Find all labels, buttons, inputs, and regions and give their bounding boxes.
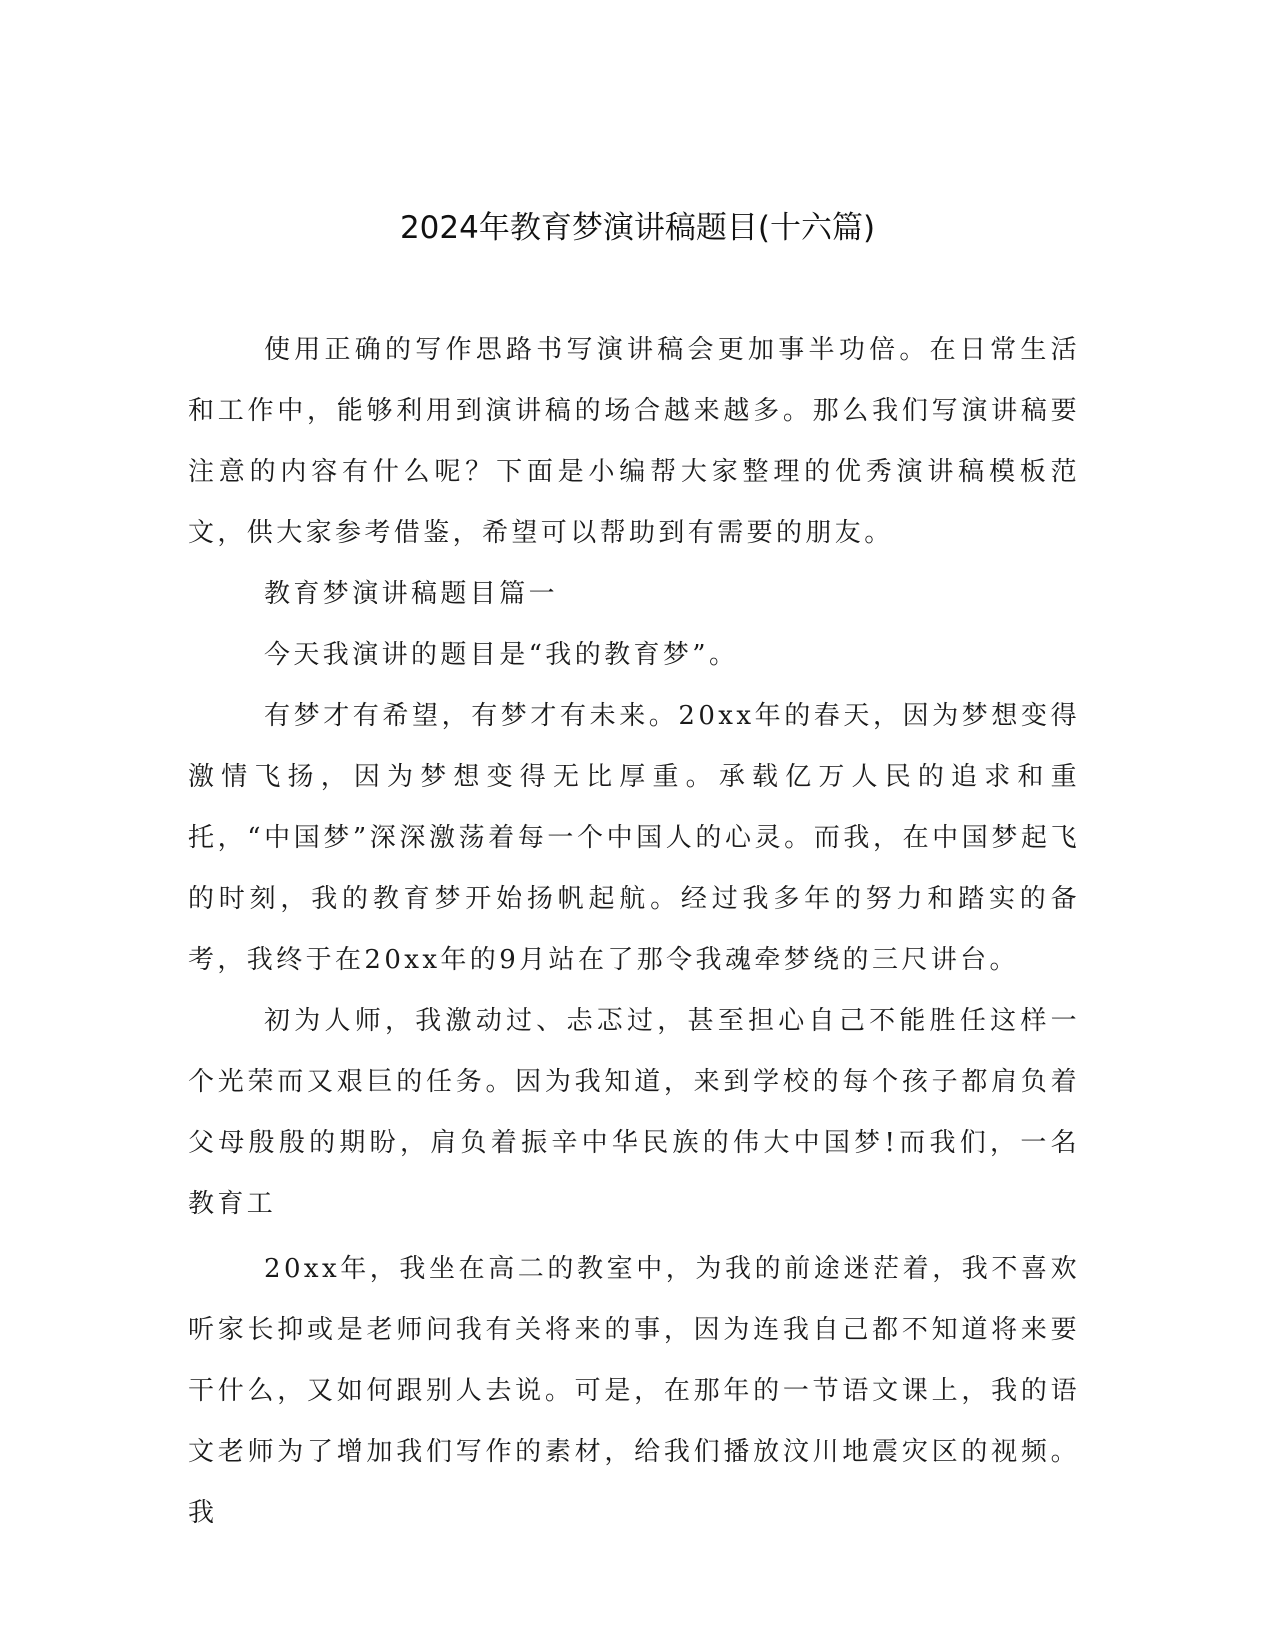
paragraph-dream-hope: 有梦才有希望，有梦才有未来。20xx年的春天，因为梦想变得激情飞扬，因为梦想变得无比厚重。承载亿万人民的追求和重托，“中国梦”深深激荡着每一个中国人的心灵。而我，在中国梦起飞的时刻，我的教育梦开始扬帆起航。经过我多年的努力和踏实的备考，我终于在20xx年的9月站在了那令我魂牵梦绕的三尺讲台。 — [188, 701, 1080, 975]
paragraph-section-heading: 教育梦演讲稿题目篇一 — [264, 579, 559, 609]
paragraph-high-school: 20xx年，我坐在高二的教室中，为我的前途迷茫着，我不喜欢听家长抑或是老师问我有关将来的事，因为连我自己都不知道将来要干什么，又如何跟别人去说。可是，在那年的一节语文课上，我的语文老师为了增加我们写作的素材，给我们播放汶川地震灾区的视频。我 — [188, 1254, 1080, 1528]
document-title: 2024年教育梦演讲稿题目(十六篇) — [399, 210, 876, 246]
paragraph-speech-topic: 今天我演讲的题目是“我的教育梦”。 — [264, 640, 739, 670]
paragraph-first-teacher: 初为人师，我激动过、忐忑过，甚至担心自己不能胜任这样一个光荣而又艰巨的任务。因为我知道，来到学校的每个孩子都肩负着父母殷殷的期盼，肩负着振辛中华民族的伟大中国梦!而我们，一名教育工 — [188, 1006, 1080, 1219]
document-body — [188, 320, 1080, 1544]
paragraph-intro: 使用正确的写作思路书写演讲稿会更加事半功倍。在日常生活和工作中，能够利用到演讲稿的场合越来越多。那么我们写演讲稿要注意的内容有什么呢？下面是小编帮大家整理的优秀演讲稿模板范文，供大家参考借鉴，希望可以帮助到有需要的朋友。 — [188, 335, 1080, 548]
